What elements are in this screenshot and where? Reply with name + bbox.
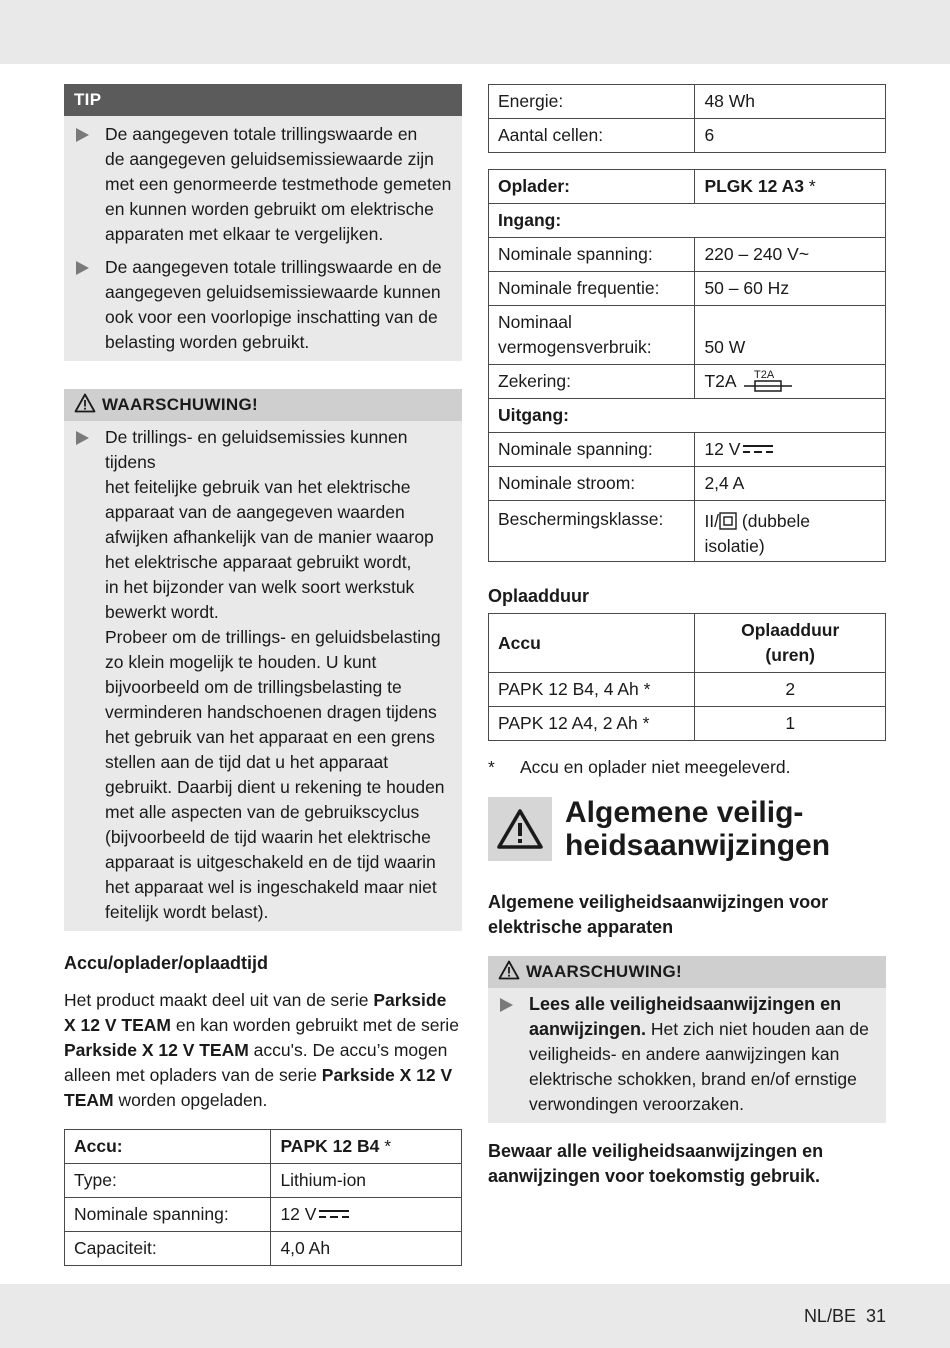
table-row — [489, 467, 886, 501]
left-column — [64, 84, 462, 1266]
safety-subheading: Algemene veiligheidsaanwijzingen voor elektrische apparaten — [488, 892, 829, 937]
double-insulation-icon — [719, 512, 737, 530]
tip-box — [64, 84, 462, 361]
table-cell: Oplaadduur (uren) — [695, 614, 886, 673]
keep-instructions-note: Bewaar alle veiligheidsaanwijzingen en aanwijzingen voor toekomstig gebruik. — [488, 1141, 824, 1186]
table-row — [489, 170, 886, 204]
table-row — [65, 1164, 462, 1198]
table-cell: Accu: — [65, 1130, 271, 1164]
dc-current-icon — [743, 445, 773, 455]
table-cell: 2,4 A — [695, 467, 886, 501]
table-cell: Lithium-ion — [271, 1164, 462, 1198]
charger-spec-table — [488, 169, 886, 562]
charge-time-heading: Oplaadduur — [488, 586, 590, 606]
warning-triangle-icon — [74, 393, 96, 413]
table-row — [489, 614, 886, 673]
table-row — [65, 1198, 462, 1232]
table-cell: Nominale spanning: — [65, 1198, 271, 1232]
accu-section-paragraph: Het product maakt deel uit van de serie Parkside X 12 V TEAM en kan worden gebruikt met de serie Parkside X 12 V TEAM accu's. De accu’s mogen alleen met opladers van de serie Parkside X 12 V TEAM worden opgeladen. — [64, 990, 459, 1110]
table-cell: 2 — [695, 673, 886, 707]
charge-time-table — [488, 613, 886, 741]
table-cell: Uitgang: — [489, 399, 886, 433]
top-band — [0, 0, 950, 64]
table-row — [489, 204, 886, 238]
warning-title: WAARSCHUWING! — [64, 389, 462, 421]
warning-bullet: De trillings- en geluidsemissies kunnen tijdens het feitelijke gebruik van het elektrische apparaat van de aangegeven waarden afwijken afhankelijk van de manier waarop het elektrische apparaat gebruikt wordt, in het bijzonder van welk soort werkstuk bewerkt wordt. Probeer om de trillings- en geluidsbelasting zo klein mogelijk te houden. U kunt bijvoorbeeld om de trillingsbelasting te verminderen handschoenen dragen tijdens het gebruik van het apparaat en een grens stellen aan de tijd dat u het apparaat gebruikt. Daarbij dient u rekening te houden met alle aspecten van de gebruikscyclus (bijvoorbeeld de tijd waarin het elektrische apparaat is uitgeschakeld en de tijd waarin het apparaat wel is ingeschakeld maar niet feitelijk wordt belast). — [64, 425, 462, 925]
table-cell: 220 – 240 V~ — [695, 238, 886, 272]
table-cell: Accu — [489, 614, 695, 673]
table-row — [489, 365, 886, 399]
table-row — [489, 673, 886, 707]
table-row — [489, 238, 886, 272]
warning-title: WAARSCHUWING! — [488, 956, 886, 988]
table-cell: Nominale frequentie: — [489, 272, 695, 306]
bullet-arrow-icon — [76, 431, 89, 445]
table-cell: Capaciteit: — [65, 1232, 271, 1266]
table-row — [489, 399, 886, 433]
right-column — [488, 84, 886, 1189]
tip-bullet-2: De aangegeven totale trillingswaarde en de aangegeven geluidsemissiewaarde kunnen ook voor een voorlopige inschatting van de belasting worden gebruikt. — [64, 255, 462, 355]
table-cell: II/ (dubbele isolatie) — [695, 501, 886, 562]
table-cell: 4,0 Ah — [271, 1232, 462, 1266]
safety-title-block — [488, 796, 886, 862]
bullet-arrow-icon — [500, 998, 513, 1012]
table-cell: 12 V — [271, 1198, 462, 1232]
table-cell: Energie: — [489, 85, 695, 119]
table-row — [65, 1130, 462, 1164]
accu-spec-table-continued — [488, 84, 886, 153]
table-row — [489, 433, 886, 467]
warning-bullet: Lees alle veiligheidsaanwijzingen en aanwijzingen. Het zich niet houden aan de veiligheids- en andere aanwijzingen kan elektrische schokken, brand en/of ernstige verwondingen veroorzaken. — [488, 992, 886, 1117]
table-cell: Ingang: — [489, 204, 886, 238]
page-footer — [794, 1304, 886, 1329]
table-cell: 48 Wh — [695, 85, 886, 119]
fuse-icon — [742, 369, 794, 393]
warning-box-vibration — [64, 389, 462, 931]
warning-box-safety — [488, 956, 886, 1123]
table-cell: 50 W — [695, 306, 886, 365]
safety-title: Algemene veilig- heidsaanwijzingen — [565, 796, 831, 862]
table-cell: Nominale stroom: — [489, 467, 695, 501]
table-cell: PAPK 12 B4, 4 Ah * — [489, 673, 695, 707]
bullet-arrow-icon — [76, 128, 89, 142]
table-row — [489, 707, 886, 741]
tip-title: TIP — [64, 84, 462, 116]
table-row — [65, 1232, 462, 1266]
bullet-arrow-icon — [76, 261, 89, 275]
table-cell: Oplader: — [489, 170, 695, 204]
table-cell: Zekering: — [489, 365, 695, 399]
page-number: 31 — [865, 1306, 886, 1326]
dc-current-icon — [319, 1210, 349, 1220]
warning-triangle-icon — [498, 960, 520, 980]
tip-bullet-1: De aangegeven totale trillingswaarde en de aangegeven geluidsemissiewaarde zijn met een genormeerde testmethode gemeten en kunnen worden gebruikt om elektrische apparaten met elkaar te vergelijken. — [64, 122, 462, 247]
footer-language: NL/BE — [803, 1306, 856, 1326]
table-row — [489, 306, 886, 365]
safety-icon-box — [488, 797, 552, 861]
table-row — [489, 85, 886, 119]
table-cell: 50 – 60 Hz — [695, 272, 886, 306]
fuse-rating-label: T2A — [754, 369, 775, 381]
table-cell: Type: — [65, 1164, 271, 1198]
footnote: * Accu en oplader niet meegeleverd. — [488, 757, 791, 777]
table-row — [489, 119, 886, 153]
table-cell: Nominaal vermogensverbruik: — [489, 306, 695, 365]
accu-spec-table — [64, 1129, 462, 1266]
table-cell: 6 — [695, 119, 886, 153]
table-cell: PAPK 12 A4, 2 Ah * — [489, 707, 695, 741]
table-cell: PAPK 12 B4 * — [271, 1130, 462, 1164]
warning-triangle-icon — [496, 808, 544, 850]
table-cell: 12 V — [695, 433, 886, 467]
table-cell: Nominale spanning: — [489, 433, 695, 467]
accu-section-heading: Accu/oplader/oplaadtijd — [64, 953, 269, 973]
table-row — [489, 501, 886, 562]
table-cell: 1 — [695, 707, 886, 741]
table-cell: PLGK 12 A3 * — [695, 170, 886, 204]
table-cell: Nominale spanning: — [489, 238, 695, 272]
table-cell: Beschermingsklasse: — [489, 501, 695, 562]
table-cell: T2A T2A — [695, 365, 886, 399]
table-row — [489, 272, 886, 306]
table-cell: Aantal cellen: — [489, 119, 695, 153]
